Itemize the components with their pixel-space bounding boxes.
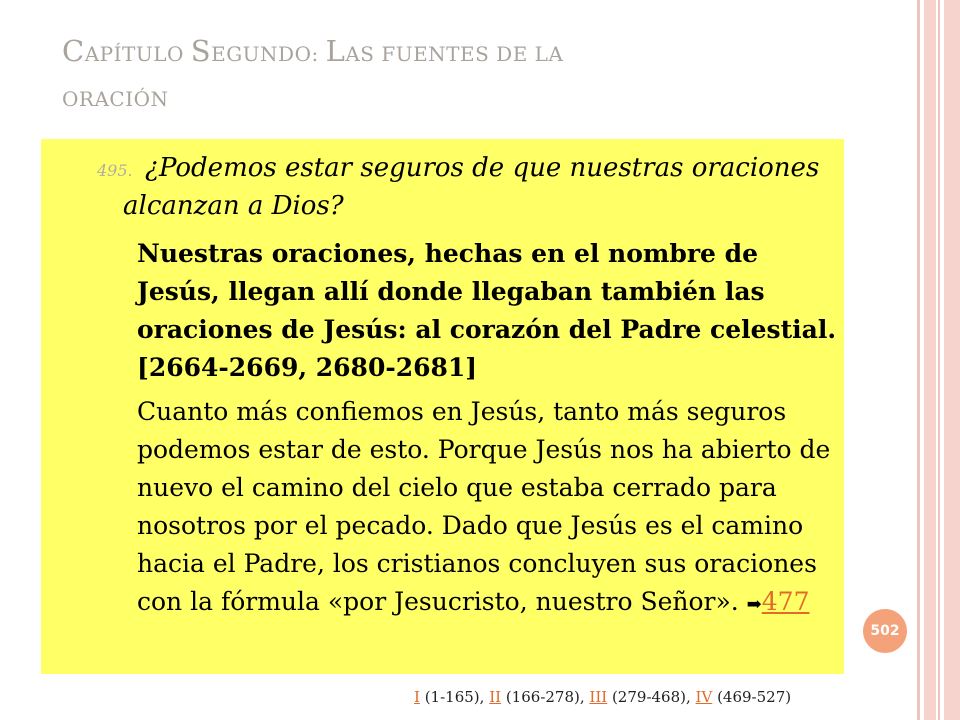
content-panel bbox=[41, 139, 844, 674]
section-index-footer bbox=[414, 688, 844, 706]
title-initial: C bbox=[62, 34, 85, 68]
section-link-iii[interactable]: III bbox=[589, 688, 608, 706]
decor-stripe bbox=[944, 0, 960, 720]
answer-text: Nuestras oraciones, hechas en el nombre de Jesús, llegan allí donde llegaban también las oraciones de Jesús: al corazón del Padre celestial. [2664-2669, 2680-2681] bbox=[137, 239, 837, 382]
title-word: AS FUENTES DE LA bbox=[345, 42, 564, 66]
section-range: (469-527) bbox=[712, 688, 792, 706]
question bbox=[97, 149, 837, 225]
section-link-ii[interactable]: II bbox=[489, 688, 502, 706]
title-word: APÍTULO bbox=[84, 42, 191, 66]
title-word: EGUNDO: bbox=[211, 42, 326, 66]
section-range: (279-468), bbox=[607, 688, 696, 706]
paragraph-text: Cuanto más confiemos en Jesús, tanto más seguros podemos estar de esto. Porque Jesús nos ha abierto de nuevo el camino del cielo que estaba cerrado para nosotros por el pecado. Dado que Jesús es el camino hacia el Padre, los cristianos concluyen sus oraciones con la fórmula «por Jesucristo, nuestro Señor». bbox=[137, 397, 831, 616]
decor-stripe bbox=[917, 0, 920, 720]
title-initial: S bbox=[190, 34, 212, 68]
title-word: ORACIÓN bbox=[62, 87, 169, 111]
explanation-paragraph bbox=[137, 393, 847, 624]
right-arrow-icon: ➡ bbox=[746, 594, 762, 615]
slide-title bbox=[62, 30, 822, 120]
section-range: (166-278), bbox=[501, 688, 590, 706]
decor-stripe bbox=[938, 0, 940, 720]
section-link-i[interactable]: I bbox=[414, 688, 420, 706]
question-number: 495. bbox=[97, 161, 133, 180]
question-text: ¿Podemos estar seguros de que nuestras oraciones alcanzan a Dios? bbox=[123, 153, 820, 221]
title-line-1 bbox=[62, 30, 822, 75]
cross-reference-link[interactable]: 477 bbox=[761, 587, 810, 616]
decor-stripe bbox=[924, 0, 936, 720]
title-initial: L bbox=[325, 34, 346, 68]
title-line-2 bbox=[62, 75, 822, 120]
section-range: (1-165), bbox=[419, 688, 490, 706]
section-link-iv[interactable]: IV bbox=[695, 688, 713, 706]
page-number-badge: 502 bbox=[863, 609, 907, 653]
